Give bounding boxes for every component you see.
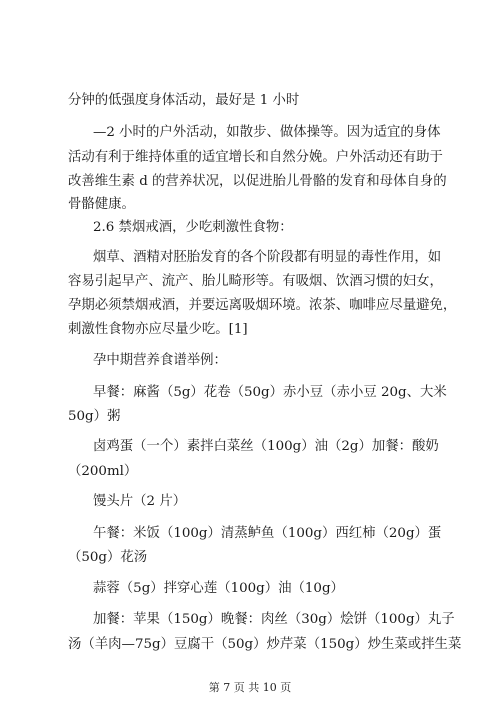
menu-line: 早餐：麻酱（5g）花卷（50g）赤小豆（赤小豆 20g、大米 [93, 385, 447, 400]
page-number-footer: 第 7 页 共 10 页 [208, 681, 292, 694]
body-line: 改善维生素 d 的营养状况，以促进胎儿骨骼的发育和母体自身的 [68, 174, 447, 189]
body-line: 骨骼健康。 [68, 197, 135, 212]
body-line: 分钟的低强度身体活动，最好是 1 小时 [68, 93, 300, 108]
menu-line: 加餐：苹果（150g）晚餐：肉丝（30g）烩饼（100g）丸子 [93, 612, 455, 627]
body-line: 孕期必须禁烟戒酒，并要远离吸烟环境。浓茶、咖啡应尽量避免， [68, 298, 457, 313]
section-heading: 2.6 禁烟戒酒，少吃刺激性食物： [93, 220, 293, 235]
body-line: 刺激性食物亦应尽量少吃。[1] [68, 322, 248, 337]
body-line: —2 小时的户外活动，如散步、做体操等。因为适宜的身体 [93, 125, 441, 140]
menu-line: 馒头片（2 片） [93, 494, 187, 509]
body-line: 容易引起早产、流产、胎儿畸形等。有吸烟、饮酒习惯的妇女， [68, 274, 443, 289]
body-line: 活动有利于维持体重的适宜增长和自然分娩。户外活动还有助于 [68, 150, 443, 165]
menu-line: 午餐：米饭（100g）清蒸鲈鱼（100g）西红柿（20g）蛋 [93, 526, 442, 541]
menu-line: 汤（羊肉—75g）豆腐干（50g）炒芹菜（150g）炒生菜或拌生菜 [68, 637, 462, 652]
menu-line: 蒜蓉（5g）拌穿心莲（100g）油（10g） [93, 581, 344, 596]
menu-line: 50g）粥 [68, 409, 121, 424]
menu-line: （200ml） [68, 464, 138, 479]
menu-line: 卤鸡蛋（一个）素拌白菜丝（100g）油（2g）加餐：酸奶 [93, 439, 439, 454]
subheading: 孕中期营养食谱举例： [93, 353, 227, 368]
body-line: 烟草、酒精对胚胎发育的各个阶段都有明显的毒性作用，如 [93, 250, 442, 265]
menu-line: （50g）花汤 [68, 550, 148, 565]
